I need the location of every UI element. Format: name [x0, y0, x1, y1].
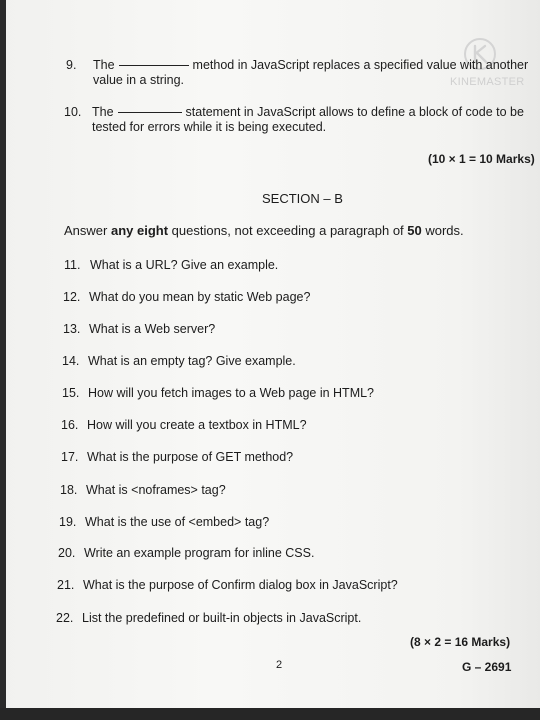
fill-in-blank — [119, 65, 189, 66]
question-text: What is <noframes> tag? — [86, 483, 226, 497]
question-number: 10. — [64, 105, 82, 119]
question-number: 21. — [57, 578, 75, 592]
question-text-pre: The — [93, 58, 115, 72]
question-number: 13. — [63, 322, 81, 336]
question-text: Write an example program for inline CSS. — [84, 546, 315, 560]
question-number: 20. — [58, 546, 76, 560]
question-number: 9. — [66, 58, 77, 72]
question-number: 14. — [62, 354, 80, 368]
question-text: What is the purpose of Confirm dialog box in JavaScript? — [83, 578, 398, 592]
question-text: What is a Web server? — [89, 322, 216, 336]
question-text: What is a URL? Give an example. — [90, 258, 279, 272]
page-bottom-shadow — [0, 708, 540, 720]
question-text: What is the use of <embed> tag? — [85, 515, 270, 529]
paper-code: G – 2691 — [462, 660, 512, 674]
question-text: List the predefined or built-in objects in JavaScript. — [82, 611, 362, 625]
question-number: 17. — [61, 450, 79, 464]
instruction-emphasis: any eight — [110, 223, 169, 238]
section-b-marks: (8 × 2 = 16 Marks) — [410, 635, 511, 649]
question-text-line2: tested for errors while it is being executed. — [92, 120, 327, 134]
fill-in-blank — [118, 112, 182, 113]
instruction-emphasis: 50 — [407, 223, 422, 238]
instruction-text: questions, not exceeding a paragraph of — [168, 223, 408, 238]
question-text: What is an empty tag? Give example. — [88, 354, 296, 368]
section-instruction — [64, 223, 464, 238]
question-text-line2: value in a string. — [93, 73, 185, 87]
question-text: What is the purpose of GET method? — [87, 450, 294, 464]
question-number: 12. — [63, 290, 81, 304]
question-number: 19. — [59, 515, 77, 529]
question-number: 22. — [56, 611, 74, 625]
question-number: 18. — [60, 483, 78, 497]
watermark-text: KINEMASTER — [450, 76, 525, 88]
question-text: What do you mean by static Web page? — [89, 290, 311, 304]
question-number: 16. — [61, 418, 79, 432]
question-text-post: method in JavaScript replaces a specified value with another — [192, 58, 529, 72]
page-left-shadow — [0, 0, 6, 720]
instruction-text: Answer — [64, 223, 111, 238]
question-text-post: statement in JavaScript allows to define a block of code to be — [185, 105, 524, 119]
section-heading: SECTION – B — [262, 191, 343, 206]
instruction-text: words. — [421, 223, 464, 238]
part-a-marks: (10 × 1 = 10 Marks) — [428, 152, 535, 166]
page-number: 2 — [276, 659, 283, 671]
question-number: 15. — [62, 386, 80, 400]
question-number: 11. — [64, 258, 81, 272]
question-text: How will you create a textbox in HTML? — [87, 418, 307, 432]
question-text: How will you fetch images to a Web page in HTML? — [88, 386, 375, 400]
question-text-pre: The — [92, 105, 114, 119]
